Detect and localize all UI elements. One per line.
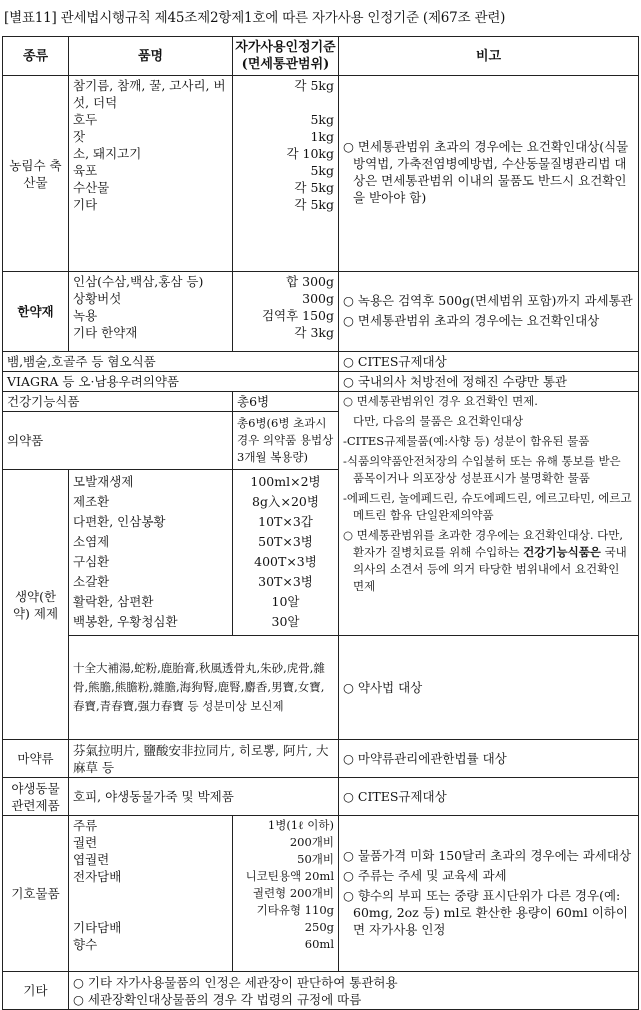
list-item: 다편환, 인삼봉황 [73,513,166,529]
health-limit: 총6병 [233,392,339,412]
type-herbal: 한약재 [3,272,69,352]
wildlife-item: 호피, 야생동물가죽 및 박제품 [69,778,339,816]
limit-value: 1병(1ℓ 이하) [267,818,334,832]
limit-value: 기타유형 110g [256,903,334,917]
type-narcotic: 마약류 [3,740,69,778]
limit-value: 5kg [310,112,334,127]
note-text: ○ 녹용은 검역후 500g(면세범위 포함)까지 과세통관 [343,292,633,308]
note-text: -식품의약품안전처장의 수입불허 또는 유해 통보를 받은 품목이거나 의포장상 성분표시가 불명확한 물품 [343,454,621,485]
table-row [3,972,639,1010]
list-item: 기타담배 [73,920,122,935]
limit-value: 60ml [304,937,334,951]
header-type: 종류 [3,37,69,76]
limit-value: 10알 [271,593,300,609]
self-use-table [2,36,639,1010]
list-item: 호두 [73,112,98,127]
agri-note [339,76,639,272]
list-item: 백봉환, 우황청심환 [73,613,178,629]
note-text [343,527,634,595]
table-row [3,778,639,816]
list-item: 모발재생제 [73,473,134,489]
limit-value: 각 3kg [294,325,334,340]
snake-item: 뱀,뱀술,호골주 등 혐오식품 [3,352,339,372]
list-item: 제조환 [73,493,110,509]
list-item: 육포 [73,163,98,178]
type-wildlife: 야생동물 관련제품 [3,778,69,816]
medicine-item: 의약품 [3,412,233,470]
wildlife-note: ○ CITES규제대상 [339,778,639,816]
viagra-item: VIAGRA 등 오·남용우려의약품 [3,372,339,392]
list-item: 참기름, 참깨, 꿀, 고사리, 버섯, 더덕 [73,78,226,110]
list-item: 소염제 [73,533,110,549]
limit-value: 합 300g [286,274,334,289]
type-agri: 농림수 축산물 [3,76,69,272]
oriental-chinese-item: 十全大補湯,蛇粉,鹿胎膏,秋風透骨丸,朱砂,虎骨,雜骨,熊膽,熊膽粉,雜膽,海狗腎,鹿腎,麝香,男寶,女寶,春寶,青春寶,强力春寶 등 성분미상 보신제 [69,636,339,740]
table-row [3,636,639,740]
health-item: 건강기능식품 [3,392,233,412]
oriental-limits [233,470,339,636]
limit-value: 니코틴용액 20ml [245,869,334,883]
limit-value: 200개비 [289,835,334,849]
herbal-items [69,272,233,352]
list-item: 수산물 [73,180,110,195]
limit-value: 궐련형 200개비 [252,886,334,900]
limit-value: 각 5kg [294,78,334,93]
limit-value: 각 5kg [294,180,334,195]
list-item: 기타 [73,197,98,212]
limit-value: 50T×3병 [258,533,313,549]
limit-value: 300g [302,291,334,306]
list-item [73,885,228,902]
oriental-chinese-note: ○ 약사법 대상 [339,636,639,740]
header-note: 비고 [339,37,639,76]
viagra-note: ○ 국내의사 처방전에 정해진 수량만 통관 [339,372,639,392]
note-text: ○ 면세통관범위 초과의 경우에는 요건확인대상(식물방역법, 가축전염병예방법, 수산동물질병관리법 대상은 면세통관범위 이내의 물품도 반드시 요건확인을 받아야 함) [343,139,629,205]
type-luxury: 기호물품 [3,816,69,972]
note-text: -CITES규제물품(예:사향 등) 성분이 함유된 물품 [343,434,590,448]
narcotic-item: 芬氣拉明片, 鹽酸安非拉同片, 히로뽕, 阿片, 大麻草 등 [69,740,339,778]
note-text: ○ 면세통관범위인 경우 요건확인 면제. [343,394,538,408]
page-title: [별표11] 관세법시행규칙 제45조제2항제1호에 따른 자가사용 인정기준 (제67조 관련) [4,10,506,26]
list-item: 엽궐련 [73,852,110,867]
note-text: ○ 향수의 부피 또는 중량 표시단위가 다른 경우(예: 60mg, 2oz 등) ml로 환산한 용량이 60ml 이하이면 자가사용 인정 [343,887,628,937]
agri-items [69,76,233,272]
list-item: 녹용 [73,308,98,323]
limit-value: 30T×3병 [258,573,313,589]
note-text: ○ 주류는 주세 및 교육세 과세 [343,867,507,883]
limit-value: 5kg [310,163,334,178]
table-row [3,76,639,272]
note-text: ○ 물품가격 미화 150달러 초과의 경우에는 과세대상 [343,847,632,863]
list-item: 소, 돼지고기 [73,146,142,161]
etc-notes [69,972,639,1010]
limit-value: 50개비 [297,852,334,866]
table-row [3,272,639,352]
note-bold-text: 건강기능식품은 [523,545,601,559]
herbal-note [339,272,639,352]
list-item: 상황버섯 [73,291,122,306]
list-item: 기타 한약재 [73,325,138,340]
medicine-limit: 총6병(6병 초과시 경우 의약품 용법상 3개월 복용량) [233,412,339,470]
limit-value: 1kg [310,129,334,144]
list-item: 주류 [73,818,98,833]
list-item: 인삼(수삼,백삼,홍삼 등) [73,274,204,289]
list-item [73,902,228,919]
luxury-note [339,816,639,972]
table-row [3,372,639,392]
header-limit: 자가사용인정기준 (면세통관범위) [233,37,339,76]
oriental-items [69,470,233,636]
header-item: 품명 [69,37,233,76]
note-text-part: ○ 면세통관범위를 초과한 경우에는 요건확인대상. 다만, 환자가 질병치료를 위해 수입하는 [343,528,624,559]
header-row [3,37,639,76]
type-etc: 기타 [3,972,69,1010]
list-item: 구심환 [73,553,110,569]
limit-value: 검역후 150g [261,308,334,323]
luxury-items [69,816,233,972]
snake-note: ○ CITES규제대상 [339,352,639,372]
limit-value: 400T×3병 [254,553,317,569]
list-item: 전자담배 [73,869,122,884]
herbal-limits [233,272,339,352]
note-text: ○ 세관장확인대상물품의 경우 각 법령의 규정에 따름 [73,991,362,1007]
limit-value: 각 10kg [286,146,334,161]
list-item: 소갈환 [73,573,110,589]
medicine-note [339,392,639,636]
note-text: 다만, 다음의 물품은 요건확인대상 [353,414,524,428]
limit-value: 8g入×20병 [252,493,319,509]
list-item: 잣 [73,129,86,144]
table-row [3,392,639,412]
list-item: 활락환, 삼편환 [73,593,154,609]
limit-value: 100ml×2병 [250,473,321,489]
limit-value: 30알 [271,613,300,629]
agri-limits [233,76,339,272]
list-item: 향수 [73,937,98,952]
luxury-limits [233,816,339,972]
table-row [3,740,639,778]
type-oriental: 생약(한약) 제제 [3,470,69,740]
limit-value: 각 5kg [294,197,334,212]
narcotic-note: ○ 마약류관리에관한법률 대상 [339,740,639,778]
list-item: 궐련 [73,835,98,850]
note-text: -에페드린, 놀에페드린, 슈도에페드린, 에르고타민, 에르고메트린 함유 단일완제의약품 [343,491,632,522]
note-text: ○ 기타 자가사용물품의 인정은 세관장이 판단하여 통관허용 [73,974,398,990]
note-text-part: 국내의사의 소견서 등에 의거 타당한 범위내에서 요건확인 면제 [353,545,627,593]
limit-value: 10T×3갑 [258,513,313,529]
limit-value: 250g [304,920,334,934]
table-row [3,816,639,972]
table-row [3,352,639,372]
note-text: ○ 면세통관범위 초과의 경우에는 요건확인대상 [343,312,600,328]
